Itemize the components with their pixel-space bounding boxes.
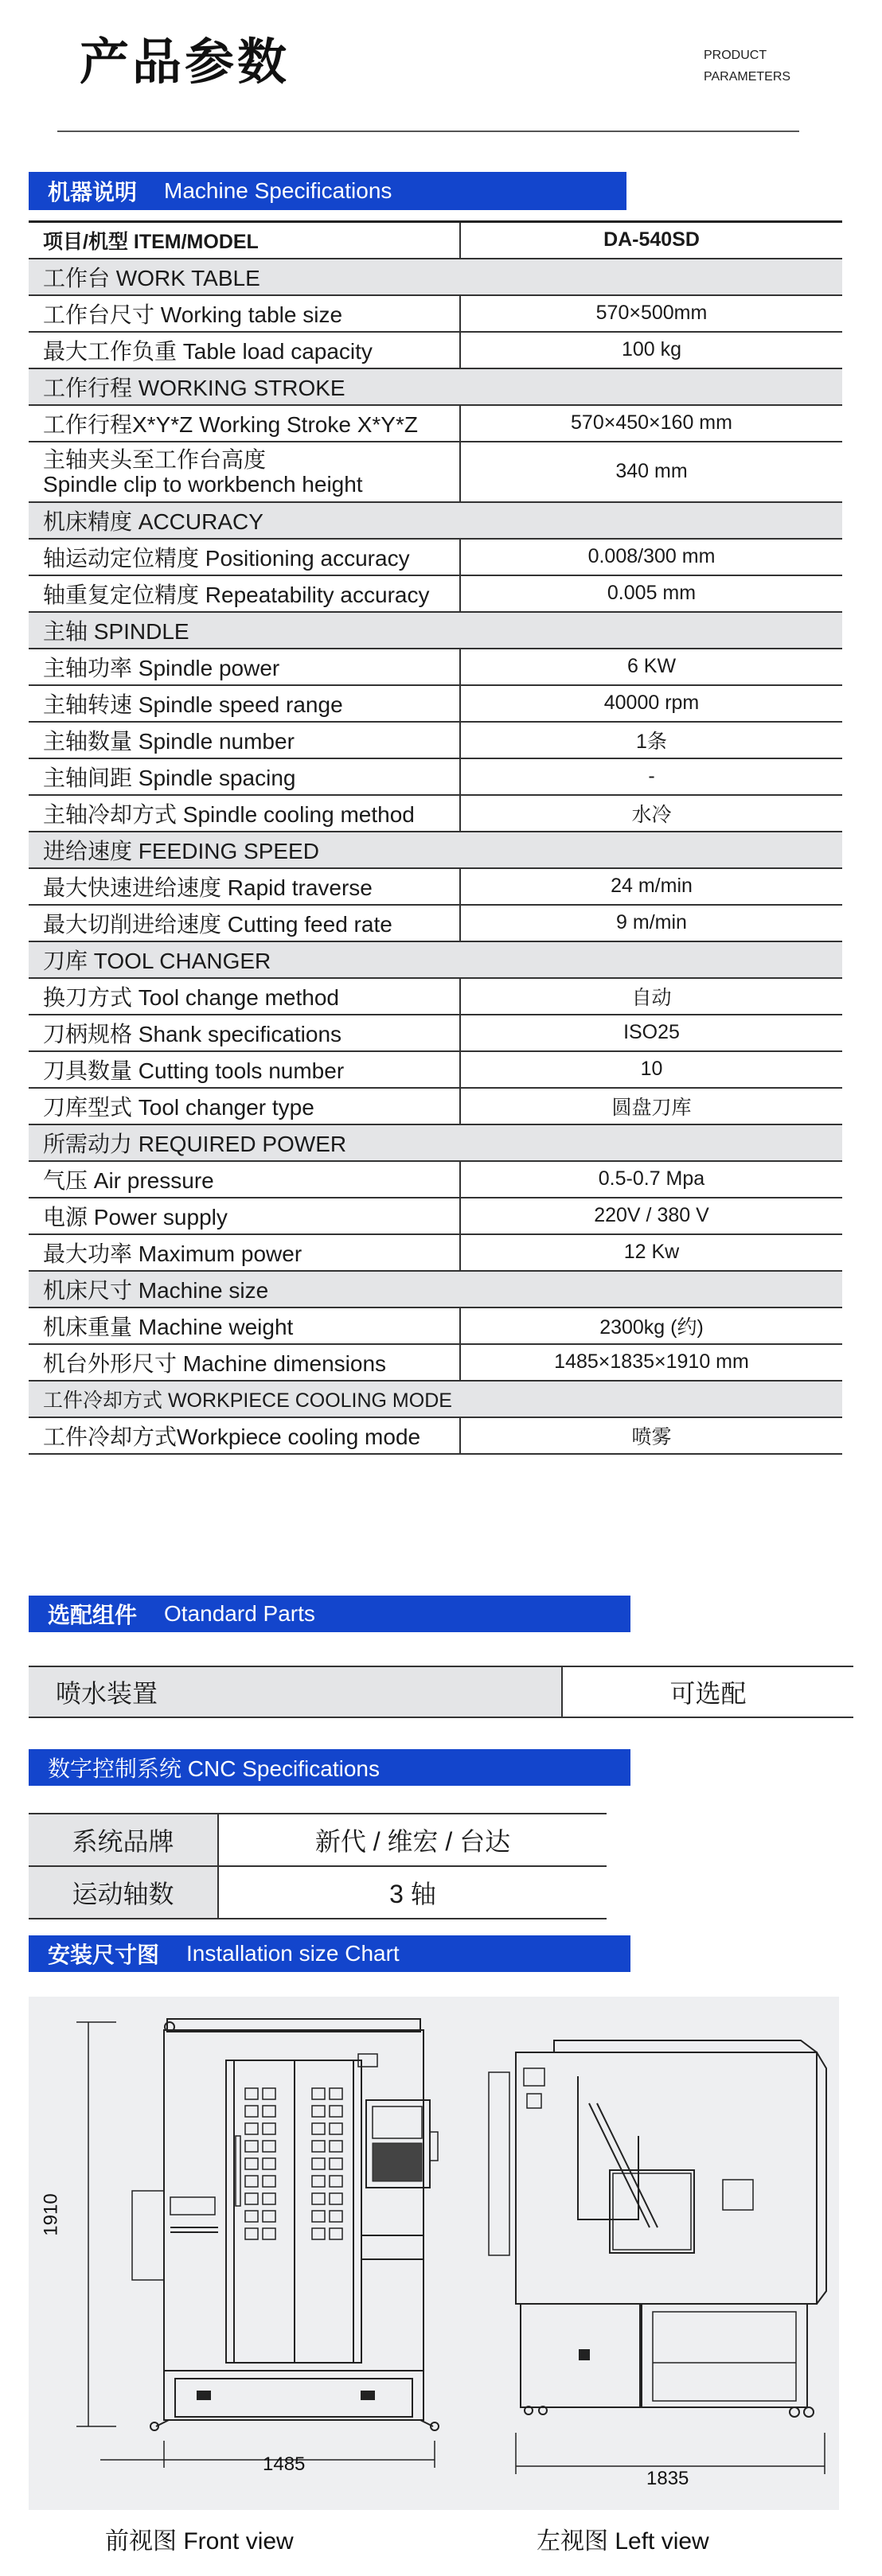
front-height-dimension: 1910 (40, 2193, 62, 2236)
spec-label: 机台外形尺寸 Machine dimensions (29, 1344, 460, 1381)
spec-value: 6 KW (460, 649, 842, 685)
spec-section-label: 工作行程 WORKING STROKE (29, 368, 842, 405)
spec-row (29, 758, 842, 795)
spec-row (29, 539, 842, 575)
spec-value: 1条 (460, 722, 842, 758)
optional-parts-band (29, 1596, 630, 1632)
spec-section-row (29, 832, 842, 868)
spec-label: 主轴功率 Spindle power (29, 649, 460, 685)
front-width-dimension: 1485 (263, 2453, 306, 2475)
spec-value: 水冷 (460, 795, 842, 832)
spec-label: 轴运动定位精度 Positioning accuracy (29, 539, 460, 575)
spec-label: 工作台尺寸 Working table size (29, 295, 460, 332)
page-title: 产品参数 (80, 35, 291, 90)
spec-row (29, 722, 842, 758)
page-subtitle-line2: PARAMETERS (704, 70, 791, 84)
spec-section-label: 进给速度 FEEDING SPEED (29, 832, 842, 868)
installation-band (29, 1935, 630, 1972)
spec-section-row (29, 502, 842, 539)
spec-row (29, 795, 842, 832)
spec-row (29, 1051, 842, 1088)
left-view-drawing (489, 2040, 826, 2474)
page-subtitle (704, 45, 790, 88)
spec-value: 0.005 mm (460, 575, 842, 612)
spec-value: 12 Kw (460, 1234, 842, 1271)
machine-drawings (29, 1997, 839, 2510)
page-subtitle-line1: PRODUCT (704, 49, 767, 62)
spec-section-label: 机床精度 ACCURACY (29, 502, 842, 539)
spec-label: 最大功率 Maximum power (29, 1234, 460, 1271)
left-width-dimension: 1835 (646, 2468, 689, 2489)
spec-section-row (29, 1271, 842, 1307)
spec-row (29, 1344, 842, 1381)
left-view-caption: 左视图 Left view (537, 2528, 709, 2555)
spec-row (29, 442, 842, 502)
spec-label-zh: 主轴夹头至工作台高度 (43, 446, 267, 472)
spec-label-en: Spindle clip to workbench height (43, 471, 363, 497)
spec-label: 工作行程X*Y*Z Working Stroke X*Y*Z (29, 405, 460, 442)
spec-section-label: 主轴 SPINDLE (29, 612, 842, 649)
spec-value: 9 m/min (460, 905, 842, 941)
spec-section-label: 刀库 TOOL CHANGER (29, 941, 842, 978)
spec-label (29, 442, 460, 502)
cnc-label: 运动轴数 (29, 1866, 218, 1919)
spec-row (29, 978, 842, 1015)
spec-row (29, 649, 842, 685)
spec-section-row (29, 612, 842, 649)
spec-row (29, 685, 842, 722)
optional-part-row (29, 1666, 853, 1717)
cnc-value: 3 轴 (218, 1866, 607, 1919)
spec-section-label: 工作台 WORK TABLE (29, 259, 842, 295)
spec-row (29, 575, 842, 612)
cnc-label: 系统品牌 (29, 1814, 218, 1866)
spec-row (29, 868, 842, 905)
spec-label: 刀具数量 Cutting tools number (29, 1051, 460, 1088)
machine-spec-band (29, 172, 626, 210)
spec-row (29, 295, 842, 332)
spec-label: 电源 Power supply (29, 1198, 460, 1234)
spec-value: 340 mm (460, 442, 842, 502)
spec-section-label: 工件冷却方式 WORKPIECE COOLING MODE (29, 1381, 842, 1417)
cnc-band-label: 数字控制系统 CNC Specifications (48, 1756, 380, 1781)
spec-row (29, 1198, 842, 1234)
spec-section-label: 机床尺寸 Machine size (29, 1271, 842, 1307)
spec-section-row (29, 1381, 842, 1417)
optional-part-value: 可选配 (562, 1666, 853, 1717)
spec-label: 刀库型式 Tool changer type (29, 1088, 460, 1124)
spec-value: 570×450×160 mm (460, 405, 842, 442)
spec-value: 0.5-0.7 Mpa (460, 1161, 842, 1198)
spec-value: 24 m/min (460, 868, 842, 905)
optional-parts-band-en: Otandard Parts (164, 1601, 315, 1626)
spec-value: 0.008/300 mm (460, 539, 842, 575)
spec-value: 喷雾 (460, 1417, 842, 1454)
spec-label: 气压 Air pressure (29, 1161, 460, 1198)
spec-section-row (29, 259, 842, 295)
spec-label: 主轴间距 Spindle spacing (29, 758, 460, 795)
spec-row (29, 1015, 842, 1051)
spec-row (29, 1088, 842, 1124)
spec-label: 最大快速进给速度 Rapid traverse (29, 868, 460, 905)
header-divider (57, 131, 799, 132)
installation-band-en: Installation size Chart (186, 1941, 400, 1966)
machine-spec-band-en: Machine Specifications (164, 178, 392, 203)
spec-value: 自动 (460, 978, 842, 1015)
spec-label: 机床重量 Machine weight (29, 1307, 460, 1344)
spec-value: 10 (460, 1051, 842, 1088)
installation-drawing-panel (29, 1997, 839, 2510)
spec-head-row (29, 222, 842, 259)
spec-head-label: 项目/机型 ITEM/MODEL (29, 222, 460, 259)
spec-label: 主轴转速 Spindle speed range (29, 685, 460, 722)
spec-row (29, 1161, 842, 1198)
cnc-row (29, 1814, 607, 1866)
front-view-drawing (76, 2019, 439, 2468)
spec-row (29, 1307, 842, 1344)
cnc-row (29, 1866, 607, 1919)
optional-parts-table (29, 1666, 853, 1718)
spec-label: 轴重复定位精度 Repeatability accuracy (29, 575, 460, 612)
installation-band-zh: 安装尺寸图 (48, 1943, 160, 1967)
spec-value: 2300kg (约) (460, 1307, 842, 1344)
spec-row (29, 1234, 842, 1271)
spec-value: 100 kg (460, 332, 842, 368)
spec-section-row (29, 1124, 842, 1161)
spec-row (29, 332, 842, 368)
cnc-value: 新代 / 维宏 / 台达 (218, 1814, 607, 1866)
spec-label: 换刀方式 Tool change method (29, 978, 460, 1015)
machine-spec-table (29, 220, 842, 1455)
optional-part-label: 喷水装置 (29, 1666, 562, 1717)
spec-label: 最大切削进给速度 Cutting feed rate (29, 905, 460, 941)
optional-parts-band-zh: 选配组件 (48, 1603, 138, 1627)
spec-section-row (29, 368, 842, 405)
spec-head-model: DA-540SD (460, 222, 842, 259)
spec-row (29, 1417, 842, 1454)
spec-value: - (460, 758, 842, 795)
front-view-caption: 前视图 Front view (105, 2528, 294, 2555)
spec-value: 570×500mm (460, 295, 842, 332)
spec-section-label: 所需动力 REQUIRED POWER (29, 1124, 842, 1161)
spec-value: 1485×1835×1910 mm (460, 1344, 842, 1381)
spec-label: 最大工作负重 Table load capacity (29, 332, 460, 368)
spec-label: 主轴数量 Spindle number (29, 722, 460, 758)
spec-row (29, 905, 842, 941)
spec-value: 40000 rpm (460, 685, 842, 722)
spec-label: 工件冷却方式Workpiece cooling mode (29, 1417, 460, 1454)
spec-value: 220V / 380 V (460, 1198, 842, 1234)
spec-value: ISO25 (460, 1015, 842, 1051)
machine-spec-band-zh: 机器说明 (48, 180, 138, 205)
spec-row (29, 405, 842, 442)
spec-section-row (29, 941, 842, 978)
spec-label: 刀柄规格 Shank specifications (29, 1015, 460, 1051)
spec-label: 主轴冷却方式 Spindle cooling method (29, 795, 460, 832)
cnc-table (29, 1813, 607, 1919)
cnc-band (29, 1749, 630, 1786)
spec-value: 圆盘刀库 (460, 1088, 842, 1124)
